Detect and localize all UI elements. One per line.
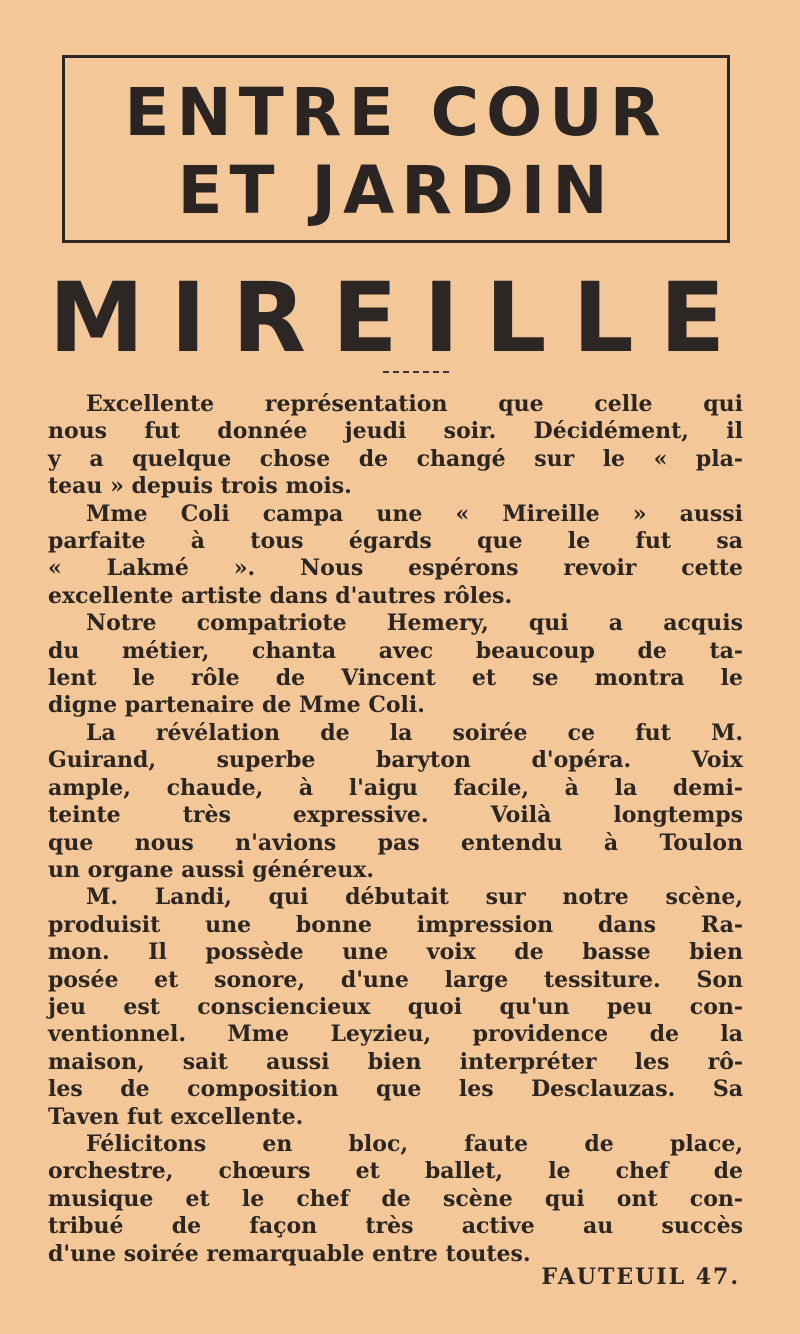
article-paragraph xyxy=(48,501,743,611)
article-line: La révélation de la soirée ce fut M. xyxy=(86,719,743,746)
article-line: un organe aussi généreux. xyxy=(48,856,374,883)
article-paragraph xyxy=(48,884,743,1131)
article-line: M. Landi, qui débutait sur notre scène, xyxy=(86,884,743,911)
article-line: posée et sonore, d'une large tessiture. Son xyxy=(48,966,743,993)
article-line: excellente artiste dans d'autres rôles. xyxy=(48,582,513,609)
article-line: mon. Il possède une voix de basse bien xyxy=(48,939,743,966)
article-line: Félicitons en bloc, faute de place, xyxy=(86,1130,743,1157)
article-line: « Lakmé ». Nous espérons revoir cette xyxy=(48,555,743,582)
article-line: musique et le chef de scène qui ont con- xyxy=(48,1185,743,1212)
article-paragraph xyxy=(48,391,743,501)
article-paragraph xyxy=(48,720,743,884)
article-headline: MIREILLE xyxy=(48,262,752,374)
article-line: Mme Coli campa une « Mireille » aussi xyxy=(86,500,743,527)
article-line: jeu est consciencieux quoi qu'un peu con- xyxy=(48,993,743,1020)
article-line: y a quelque chose de changé sur le « pla- xyxy=(48,445,743,472)
article-line: Taven fut excellente. xyxy=(48,1103,304,1130)
article-line: orchestre, chœurs et ballet, le chef de xyxy=(48,1158,743,1185)
article-line: parfaite à tous égards que le fut sa xyxy=(48,528,743,555)
article-line: maison, sait aussi bien interpréter les rô- xyxy=(48,1048,743,1075)
article-line: ample, chaude, à l'aigu facile, à la demi- xyxy=(48,774,743,801)
article-paragraph xyxy=(48,610,743,720)
article-signature: FAUTEUIL 47. xyxy=(541,1264,740,1290)
article-line: lent le rôle de Vincent et se montra le xyxy=(48,665,743,692)
section-header-box xyxy=(62,55,730,243)
article-line: tribué de façon très active au succès xyxy=(48,1213,743,1240)
article-line: teau » depuis trois mois. xyxy=(48,473,352,500)
article-line: les de composition que les Desclauzas. Sa xyxy=(48,1076,743,1103)
section-title-line-2: ET JARDIN xyxy=(177,152,615,229)
article-line: Notre compatriote Hemery, qui a acquis xyxy=(86,610,743,637)
article-line: du métier, chanta avec beaucoup de ta- xyxy=(48,637,743,664)
article-line: produisit une bonne impression dans Ra- xyxy=(48,911,743,938)
article-line: ventionnel. Mme Leyzieu, providence de la xyxy=(48,1021,743,1048)
article-line: Guirand, superbe baryton d'opéra. Voix xyxy=(48,747,743,774)
article-line: teinte très expressive. Voilà longtemps xyxy=(48,802,743,829)
article-body xyxy=(48,391,743,1268)
article-line: digne partenaire de Mme Coli. xyxy=(48,692,425,719)
article-paragraph xyxy=(48,1131,743,1268)
headline-divider xyxy=(383,371,449,373)
article-line: Excellente représentation que celle qui xyxy=(86,391,743,417)
article-line: que nous n'avions pas entendu à Toulon xyxy=(48,829,743,856)
article-line: nous fut donnée jeudi soir. Décidément, il xyxy=(48,418,743,445)
section-title-line-1: ENTRE COUR xyxy=(124,74,668,151)
article-line: d'une soirée remarquable entre toutes. xyxy=(48,1240,531,1267)
